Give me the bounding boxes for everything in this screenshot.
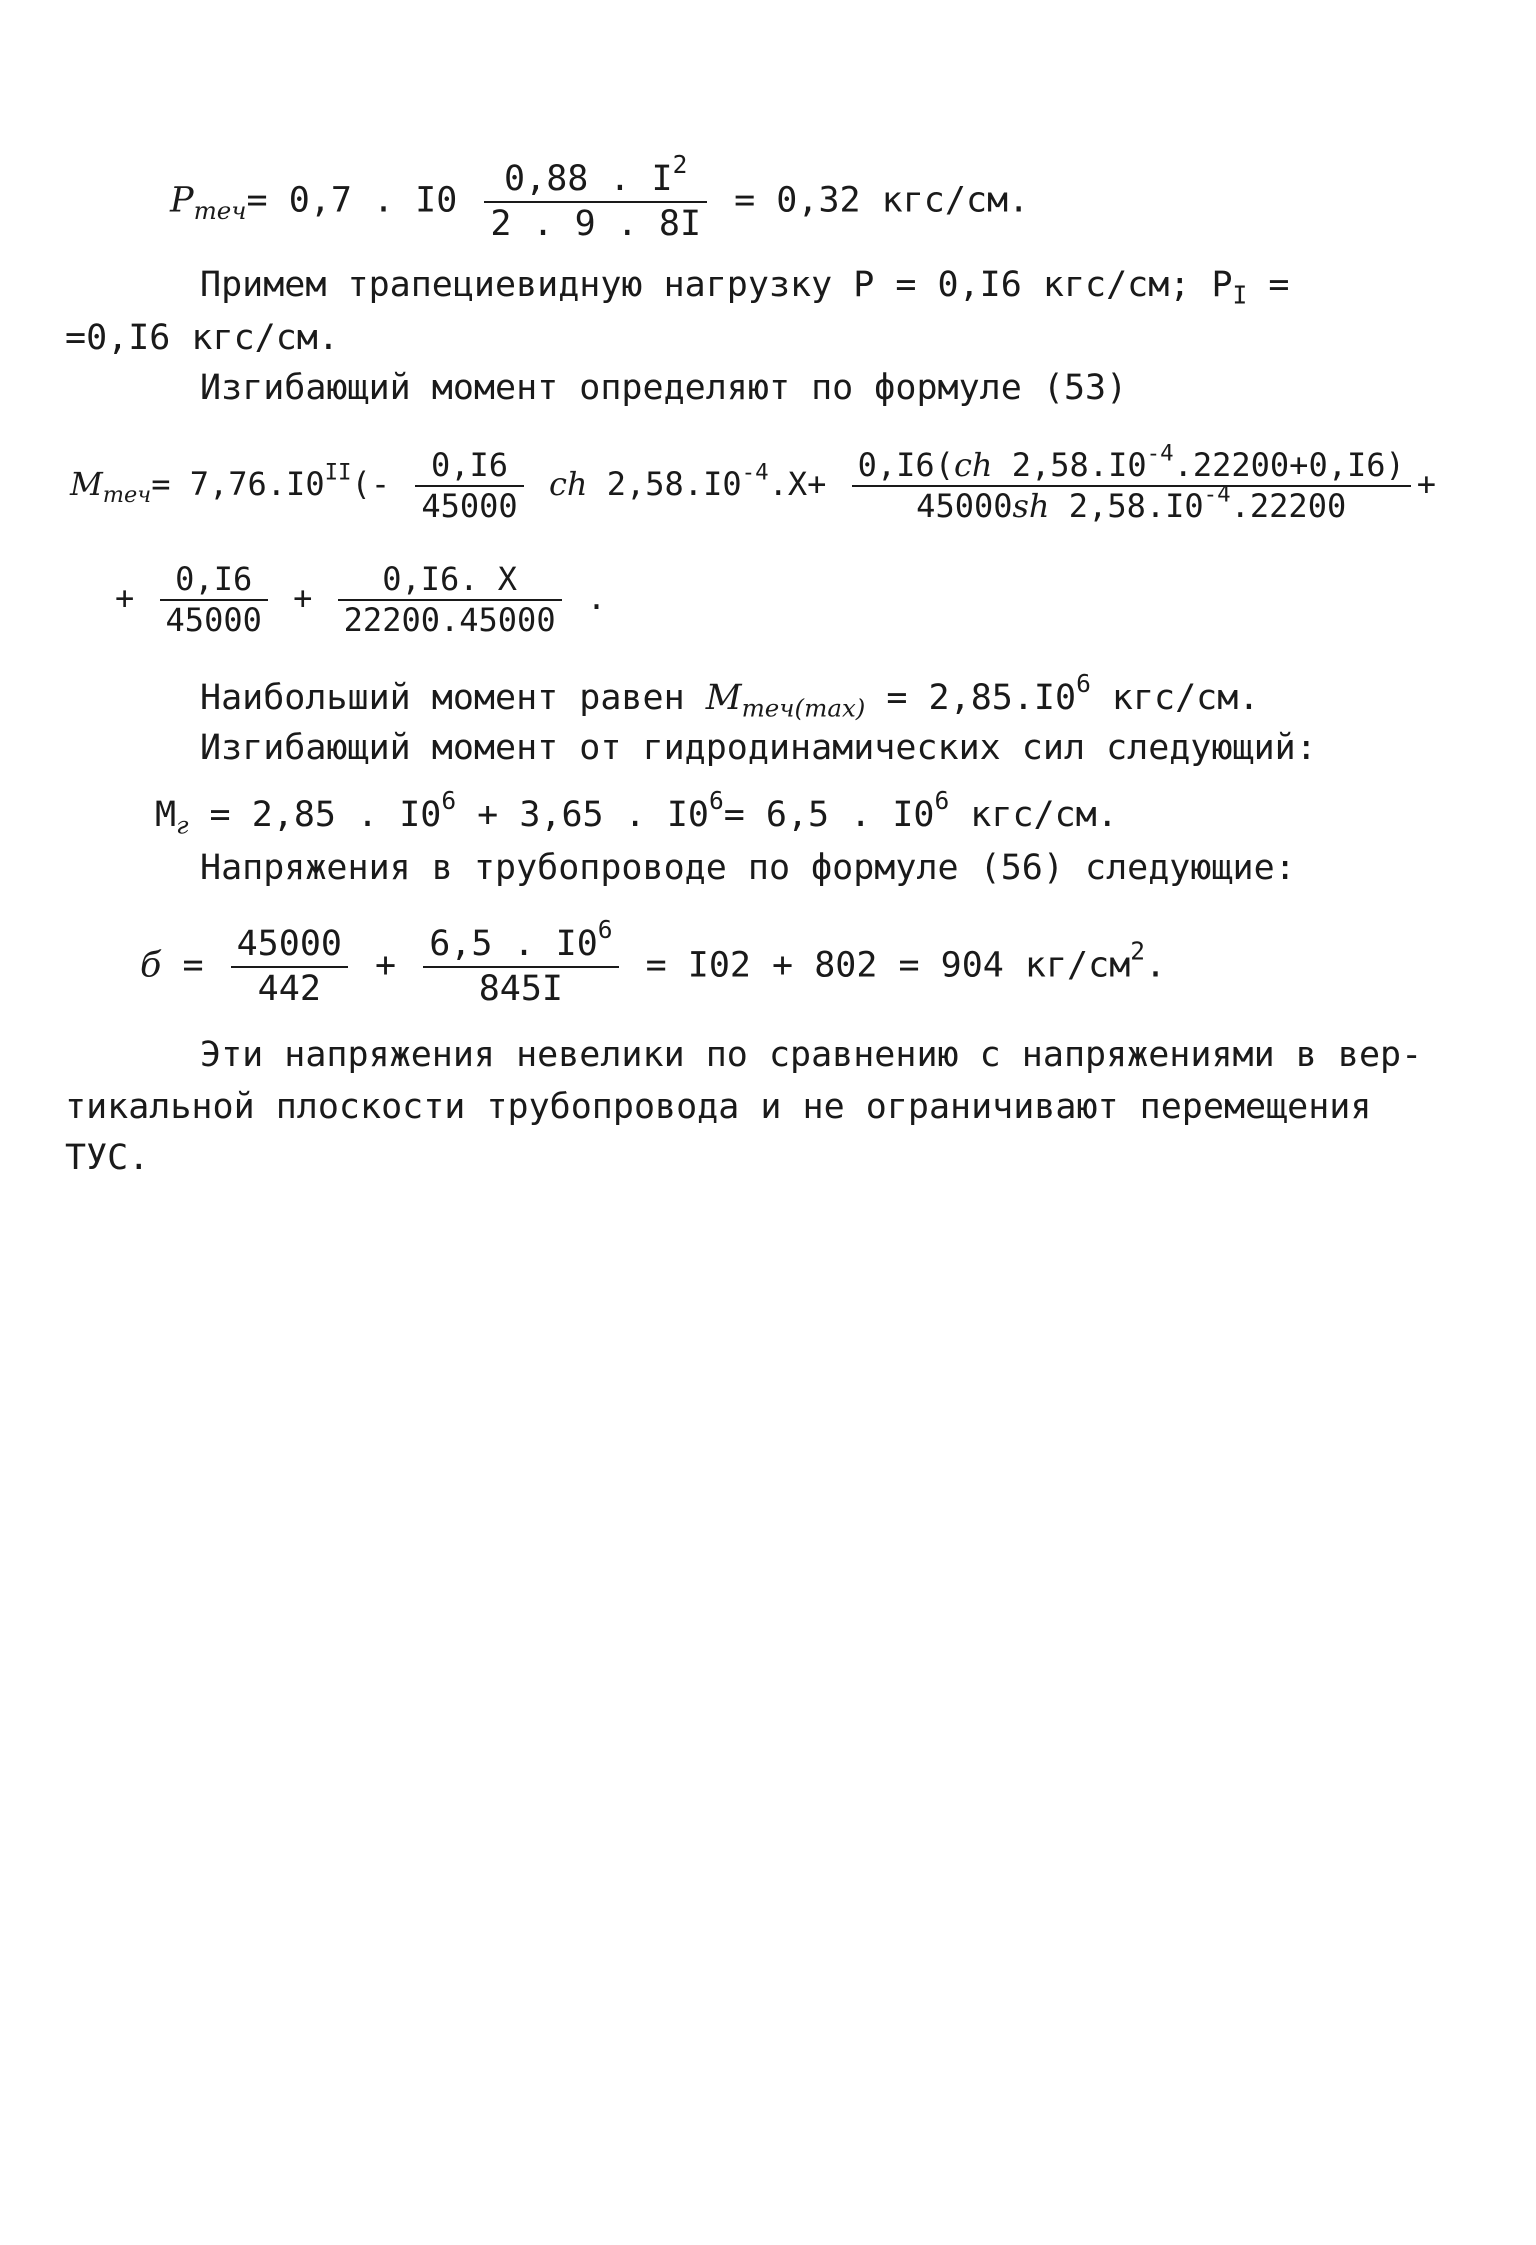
stress-result: = I02 + 802 = 904 кг/см — [645, 945, 1131, 986]
fraction-3-denominator: 45000 — [165, 601, 262, 640]
paragraph-conclusion-line2: тикальной плоскости трубопровода и не ограничивают перемещения — [65, 1087, 1372, 1127]
max-moment-value: = 2,85.I0 — [886, 678, 1077, 718]
stress-fraction-1-denominator: 442 — [257, 968, 321, 1009]
term-b-exponent: 6 — [708, 785, 724, 815]
f2-num-exponent: -4 — [1146, 440, 1174, 467]
cosh-argument-exponent: -4 — [741, 459, 769, 486]
mg-symbol: M — [155, 795, 177, 835]
term-c-exponent: 6 — [934, 785, 950, 815]
f2-num-a: 0,I6( — [857, 446, 954, 484]
f2-num-exponent: 6 — [597, 914, 613, 944]
f2-den-exponent: -4 — [1203, 481, 1231, 508]
f2-num-cosh: ch — [953, 446, 993, 484]
f2-den-a: 45000 — [916, 487, 1013, 526]
max-moment-unit: кгс/см. — [1090, 678, 1260, 718]
fraction-1 — [415, 448, 523, 524]
term-a: = 2,85 . I0 — [209, 795, 442, 835]
stress-fraction-2-denominator: 845I — [478, 968, 564, 1009]
symbol-p: P — [170, 180, 194, 221]
paragraph-load-line1 — [200, 265, 1290, 310]
equals-sign: = — [182, 945, 204, 986]
equation-moment-line1 — [70, 440, 1437, 526]
stress-fraction-1 — [231, 925, 348, 1008]
max-moment-subscript: теч(max) — [741, 693, 866, 723]
stress-fraction-2 — [423, 914, 618, 1009]
fraction-numerator — [484, 149, 707, 203]
fraction-4-numerator: 0,I6. X — [338, 562, 562, 601]
stress-end: . — [1145, 945, 1167, 986]
paragraph-hydrodynamic: Изгибающий момент от гидродинамических сил следующий: — [200, 728, 1317, 768]
paragraph-stresses: Напряжения в трубопроводе по формуле (56) следующие: — [200, 848, 1296, 888]
stress-unit-exponent: 2 — [1130, 936, 1146, 966]
equals-sign: = — [151, 465, 171, 504]
stress-fraction-1-numerator: 45000 — [231, 925, 348, 968]
plus-1: + — [115, 579, 135, 618]
cosh-argument: 2,58.I0 — [606, 465, 742, 504]
paragraph-conclusion-line3: ТУС. — [65, 1138, 150, 1178]
f2-num-c: .22200+0,I6) — [1173, 446, 1405, 484]
total-moment-unit: кгс/см. — [949, 795, 1118, 835]
fraction-1-numerator: 0,I6 — [415, 448, 523, 487]
coefficient: 0,7 . I0 — [288, 180, 458, 221]
term-a-exponent: 6 — [441, 785, 457, 815]
fraction-4-denominator: 22200.45000 — [343, 601, 556, 640]
period: . — [586, 579, 607, 618]
stress-fraction-2-numerator — [423, 914, 618, 968]
f2-num-text: 6,5 . I0 — [429, 924, 598, 964]
coefficient: 7,76.I0 — [189, 465, 325, 504]
load-text: Примем трапециевидную нагрузку P = 0,I6 кгс/см; P — [200, 265, 1233, 305]
close-plus: + — [1416, 465, 1437, 504]
result: = 0,32 кгс/см. — [734, 180, 1030, 221]
max-moment-exponent: 6 — [1076, 668, 1091, 698]
equation-stress — [140, 914, 1167, 1009]
fraction-2-denominator — [852, 481, 1411, 526]
fraction-3-numerator: 0,I6 — [160, 562, 268, 601]
equation-pressure — [170, 149, 1030, 244]
numerator-text: 0,88 . I — [504, 159, 673, 199]
paragraph-bending-moment: Изгибающий момент определяют по формуле (53) — [200, 368, 1128, 408]
f2-den-b: 2,58.I0 — [1049, 487, 1204, 526]
cosh-argument-end: .X+ — [768, 465, 827, 504]
load-subscript: I — [1232, 280, 1248, 310]
symbol-p-subscript: теч — [193, 195, 247, 225]
max-moment-symbol: M — [705, 678, 742, 718]
numerator-exponent: 2 — [672, 149, 688, 179]
fraction-4 — [338, 562, 562, 638]
fraction — [484, 149, 707, 244]
fraction-denominator: 2 . 9 . 8I — [490, 203, 702, 244]
term-b: + 3,65 . I0 — [456, 795, 709, 835]
mg-subscript: г — [176, 810, 189, 840]
open-paren: (- — [351, 465, 391, 504]
paragraph-conclusion-line1: Эти напряжения невелики по сравнению с напряжениями в вер- — [200, 1035, 1423, 1075]
paragraph-max-moment — [200, 668, 1260, 723]
coefficient-exponent: II — [324, 459, 352, 486]
f2-den-c: .22200 — [1230, 487, 1347, 526]
equals-sign: = — [246, 180, 268, 221]
f2-num-b: 2,58.I0 — [992, 446, 1147, 484]
equation-moment-line2 — [115, 562, 606, 638]
sigma-symbol: б — [140, 945, 162, 986]
plus: + — [375, 945, 397, 986]
paragraph-load-line2: =0,I6 кгс/см. — [65, 318, 339, 358]
cosh-function: ch — [548, 465, 588, 504]
term-c: = 6,5 . I0 — [723, 795, 935, 835]
equation-total-moment — [155, 785, 1118, 840]
max-moment-text: Наибольший момент равен — [200, 678, 706, 718]
fraction-3 — [160, 562, 268, 638]
symbol-m: M — [70, 465, 103, 504]
fraction-2-numerator — [852, 440, 1411, 487]
f2-den-sinh: sh — [1012, 487, 1050, 526]
fraction-2 — [852, 440, 1411, 526]
load-end: = — [1247, 265, 1290, 305]
plus-2: + — [293, 579, 313, 618]
symbol-m-subscript: теч — [102, 481, 152, 508]
fraction-1-denominator: 45000 — [421, 487, 518, 526]
